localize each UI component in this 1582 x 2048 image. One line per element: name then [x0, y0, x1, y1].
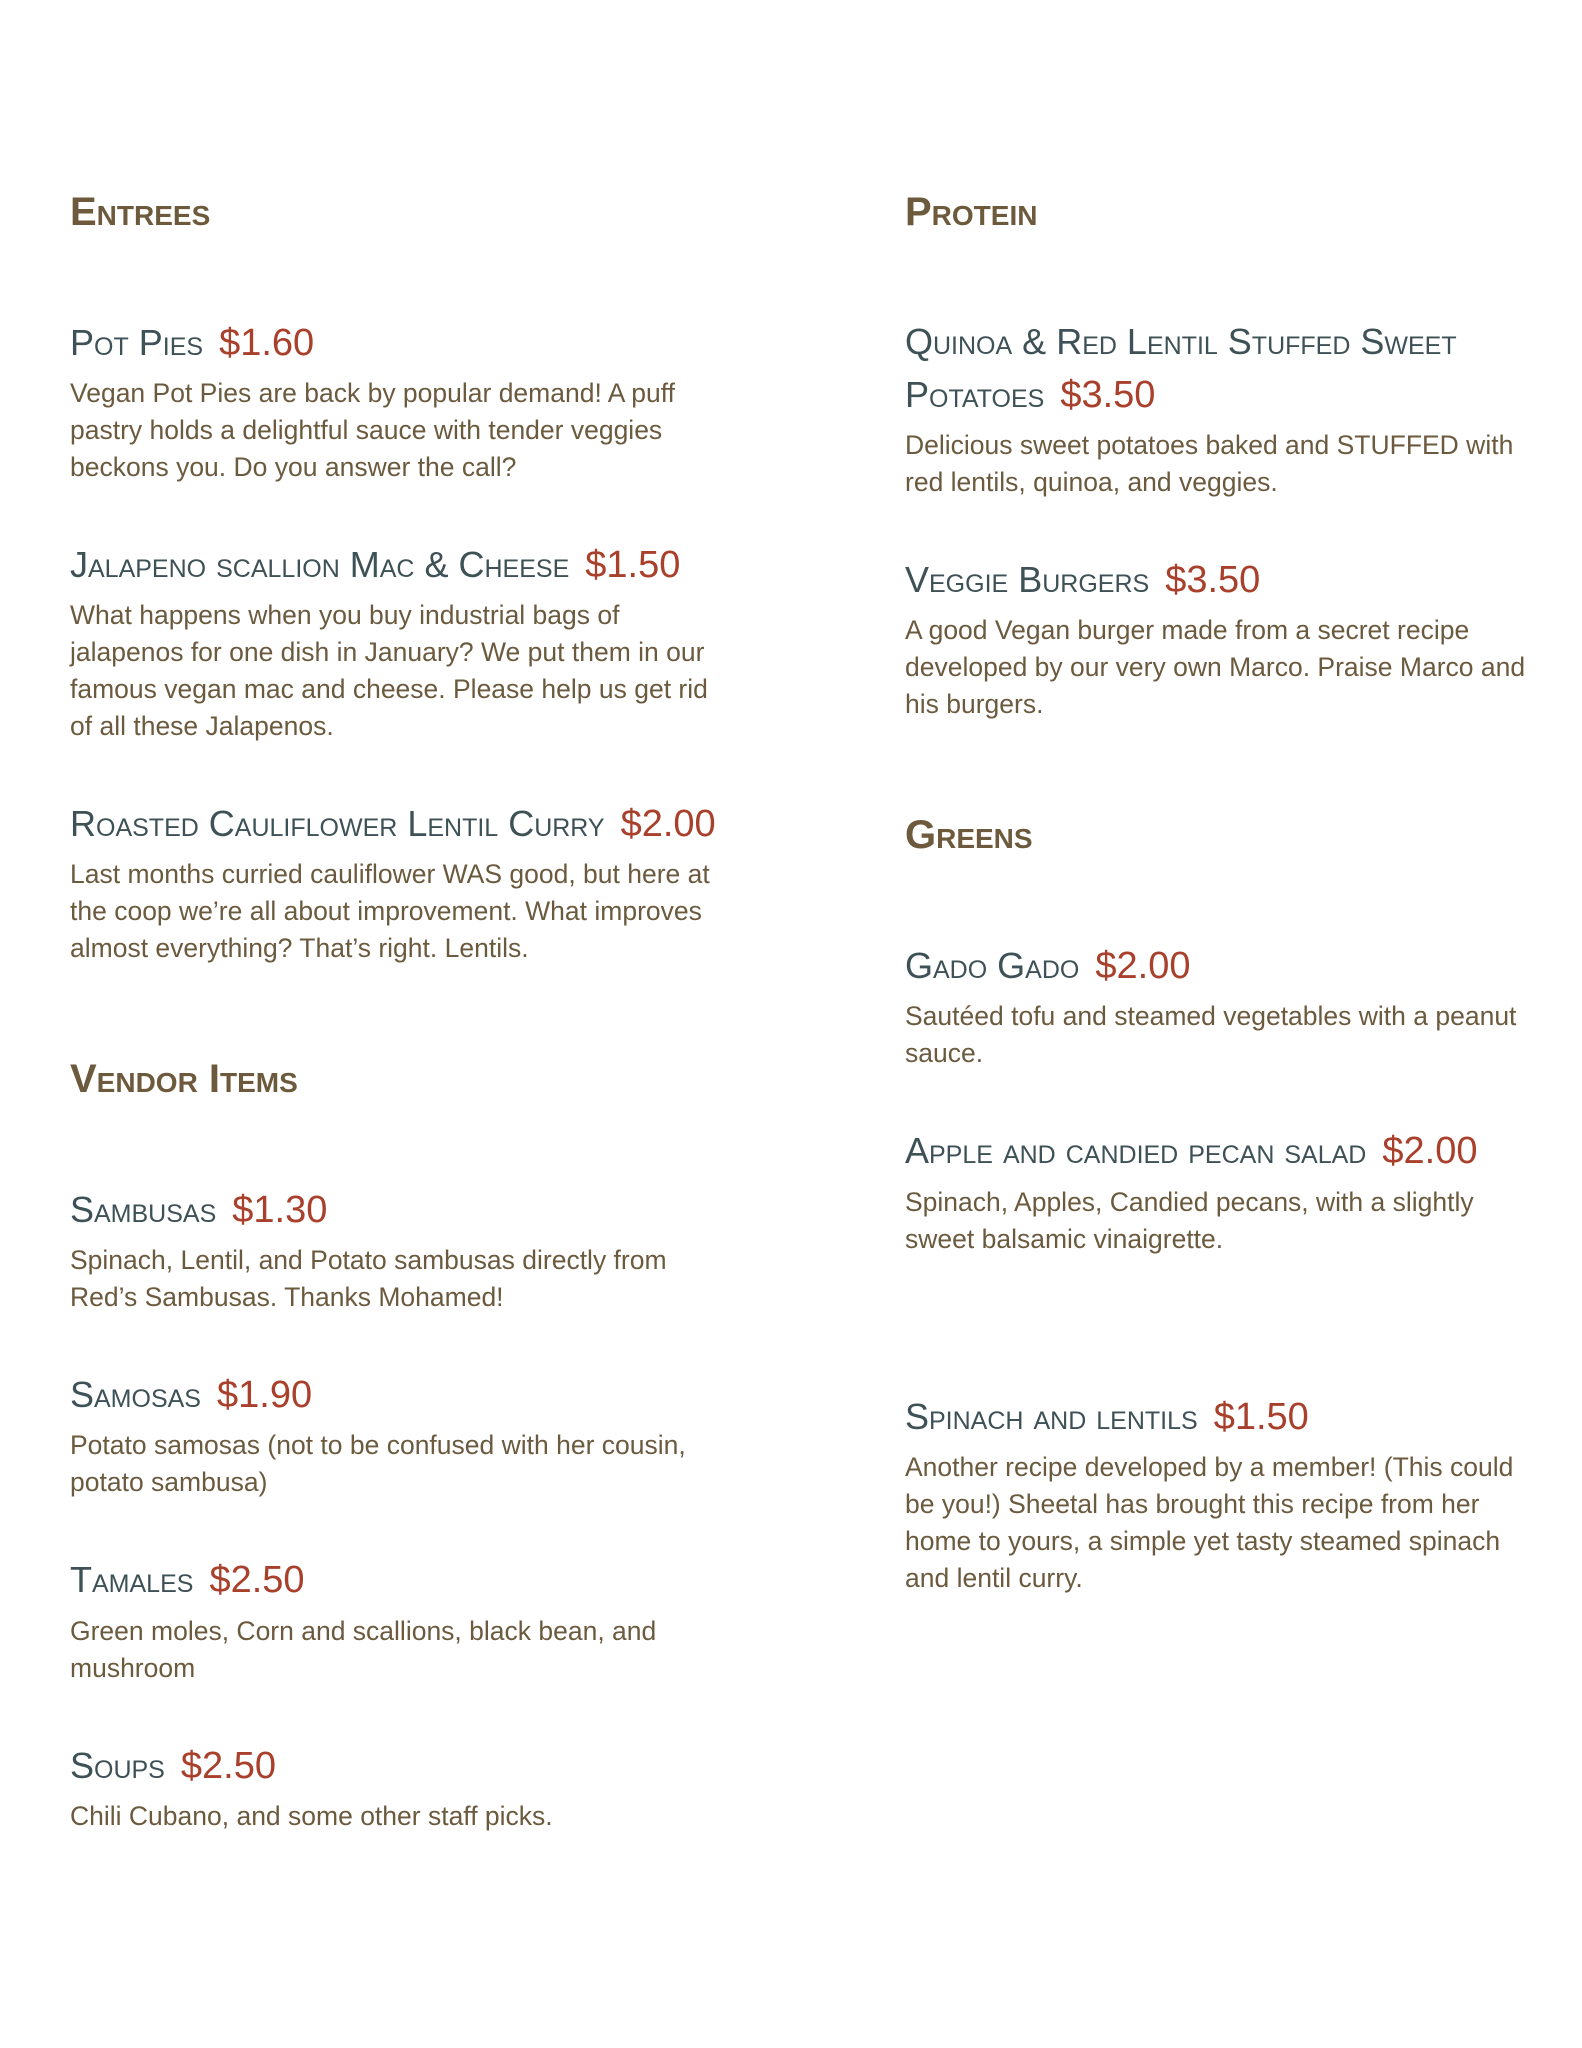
menu-item-cauliflower-curry	[70, 797, 730, 967]
item-description: Sautéed tofu and steamed vegetables with a peanut sauce.	[905, 1001, 1517, 1069]
item-price: $2.00	[620, 803, 716, 846]
menu-item-stuffed-sweet-potatoes	[905, 316, 1535, 501]
item-price: $2.00	[1382, 1130, 1478, 1173]
item-description: Vegan Pot Pies are back by popular demand! A puff pastry holds a delightful sauce with tender veggies beckons you. Do you answer the call?	[70, 378, 676, 483]
section-heading-greens: Greens	[905, 813, 1033, 858]
item-price: $1.50	[1213, 1395, 1309, 1438]
item-description: Potato samosas (not to be confused with her cousin, potato sambusa)	[70, 1430, 686, 1498]
item-description: Chili Cubano, and some other staff picks.	[70, 1800, 553, 1831]
item-price: $1.60	[219, 322, 315, 364]
menu-item-soups	[70, 1739, 730, 1835]
item-name: Quinoa & Red Lentil Stuffed Sweet Potatoes	[905, 321, 1457, 416]
item-price: $1.30	[232, 1189, 328, 1232]
item-price: $1.50	[585, 544, 681, 587]
menu-item-samosas	[70, 1368, 730, 1501]
item-description: Green moles, Corn and scallions, black bean, and mushroom	[70, 1615, 657, 1683]
item-name: Apple and candied pecan salad	[905, 1130, 1367, 1172]
menu-item-sambusas	[70, 1183, 730, 1316]
item-price: $2.00	[1095, 945, 1191, 988]
section-heading-entrees: Entrees	[70, 190, 211, 234]
item-description: Last months curried cauliflower WAS good, but here at the coop we’re all about improvement. What improves almost everything? That’s right. Lentils.	[70, 859, 710, 964]
menu-item-jalapeno-mac	[70, 538, 730, 745]
item-description: Another recipe developed by a member! (This could be you!) Sheetal has brought this recipe from her home to yours, a simple yet tasty steamed spinach and lentil curry.	[905, 1451, 1514, 1593]
section-heading-protein: Protein	[905, 190, 1038, 234]
item-name: Roasted Cauliflower Lentil Curry	[70, 803, 605, 845]
item-name: Jalapeno scallion Mac & Cheese	[70, 544, 570, 586]
menu-item-spinach-lentils	[905, 1390, 1535, 1597]
item-name: Pot Pies	[70, 322, 204, 363]
item-name: Gado Gado	[905, 945, 1080, 987]
item-description: Spinach, Lentil, and Potato sambusas directly from Red’s Sambusas. Thanks Mohamed!	[70, 1245, 667, 1313]
item-price: $2.50	[180, 1744, 276, 1787]
item-description: Delicious sweet potatoes baked and STUFFED with red lentils, quinoa, and veggies.	[905, 430, 1514, 498]
menu-item-gado-gado	[905, 939, 1535, 1072]
item-description: A good Vegan burger made from a secret recipe developed by our very own Marco. Praise Marco and his burgers.	[905, 615, 1526, 720]
item-name: Soups	[70, 1744, 165, 1786]
item-name: Sambusas	[70, 1189, 217, 1231]
left-column	[70, 190, 730, 1887]
item-name: Tamales	[70, 1559, 194, 1601]
menu-item-tamales	[70, 1553, 730, 1686]
menu-item-veggie-burgers	[905, 553, 1535, 723]
item-description: What happens when you buy industrial bags of jalapenos for one dish in January? We put them in our famous vegan mac and cheese. Please help us get rid of all these Jalapenos.	[70, 600, 708, 742]
item-price: $2.50	[209, 1559, 305, 1602]
section-heading-vendor-items: Vendor Items	[70, 1057, 298, 1102]
item-name: Veggie Burgers	[905, 559, 1150, 601]
item-name: Spinach and lentils	[905, 1395, 1198, 1437]
item-price: $3.50	[1060, 374, 1156, 417]
item-price: $1.90	[217, 1374, 313, 1417]
item-description: Spinach, Apples, Candied pecans, with a slightly sweet balsamic vinaigrette.	[905, 1186, 1474, 1254]
right-column	[905, 190, 1535, 1649]
menu-item-pot-pies	[70, 316, 730, 486]
item-price: $3.50	[1165, 559, 1261, 602]
item-name: Samosas	[70, 1374, 201, 1416]
menu-item-apple-pecan-salad	[905, 1124, 1535, 1257]
